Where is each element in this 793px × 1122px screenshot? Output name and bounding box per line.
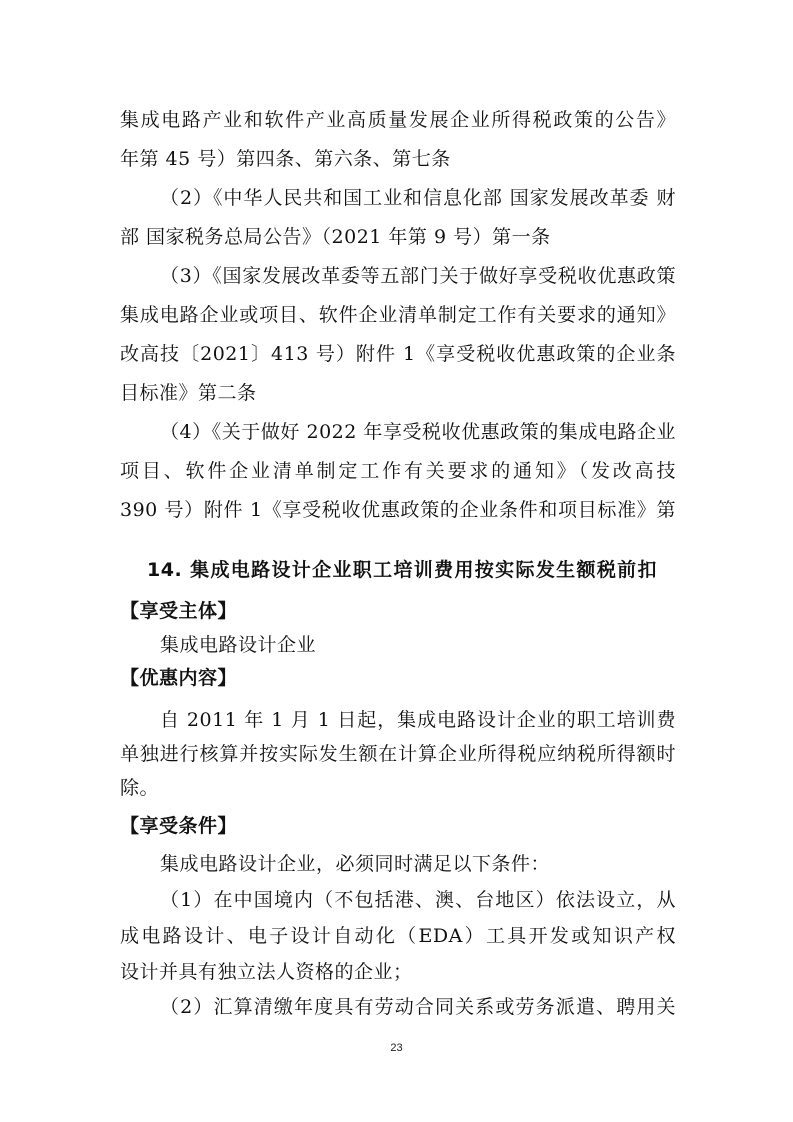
content-line: 自 2011 年 1 月 1 日起，集成电路设计企业的职工培训费 [160, 709, 676, 731]
text-line: 部 国家税务总局公告》（2021 年第 9 号）第一条 [120, 226, 551, 248]
condition-line: （2）汇算清缴年度具有劳动合同关系或劳务派遣、聘用关 [160, 996, 676, 1018]
condition-line: （1）在中国境内（不包括港、澳、台地区）依法设立，从 [160, 889, 676, 911]
text-line: 集成电路产业和软件产业高质量发展企业所得税政策的公告》 [120, 109, 676, 131]
text-line: 改高技〔2021〕413 号）附件 1《享受税收优惠政策的企业条 [120, 343, 676, 365]
content-line: 除。 [120, 777, 160, 799]
text-line: （4）《关于做好 2022 年享受税收优惠政策的集成电路企业 [160, 421, 676, 443]
label-conditions: 【享受条件】 [120, 815, 238, 837]
text-line: 年第 45 号）第四条、第六条、第七条 [120, 148, 451, 170]
subject-text: 集成电路设计企业 [160, 634, 317, 656]
text-line: 项目、软件企业清单制定工作有关要求的通知》（发改高技 [120, 460, 676, 482]
text-line: 集成电路企业或项目、软件企业清单制定工作有关要求的通知》 [120, 304, 676, 326]
text-line: 目标准》第二条 [120, 382, 257, 404]
label-content: 【优惠内容】 [120, 667, 238, 689]
text-line: （3）《国家发展改革委等五部门关于做好享受税收优惠政策 [160, 265, 676, 287]
condition-line: 设计并具有独立法人资格的企业； [120, 961, 413, 983]
content-line: 单独进行核算并按实际发生额在计算企业所得税应纳税所得额时 [120, 743, 676, 765]
text-line: 390 号）附件 1《享受税收优惠政策的企业条件和项目标准》第 [120, 499, 676, 521]
label-subject: 【享受主体】 [120, 600, 238, 622]
condition-line: 集成电路设计企业，必须同时满足以下条件： [160, 853, 551, 875]
condition-line: 成电路设计、电子设计自动化（EDA）工具开发或知识产权 [120, 925, 676, 947]
section-title: 14. 集成电路设计企业职工培训费用按实际发生额税前扣 [147, 559, 657, 581]
text-line: （2）《中华人民共和国工业和信息化部 国家发展改革委 财 [160, 187, 676, 209]
page-number: 23 [390, 1042, 403, 1054]
